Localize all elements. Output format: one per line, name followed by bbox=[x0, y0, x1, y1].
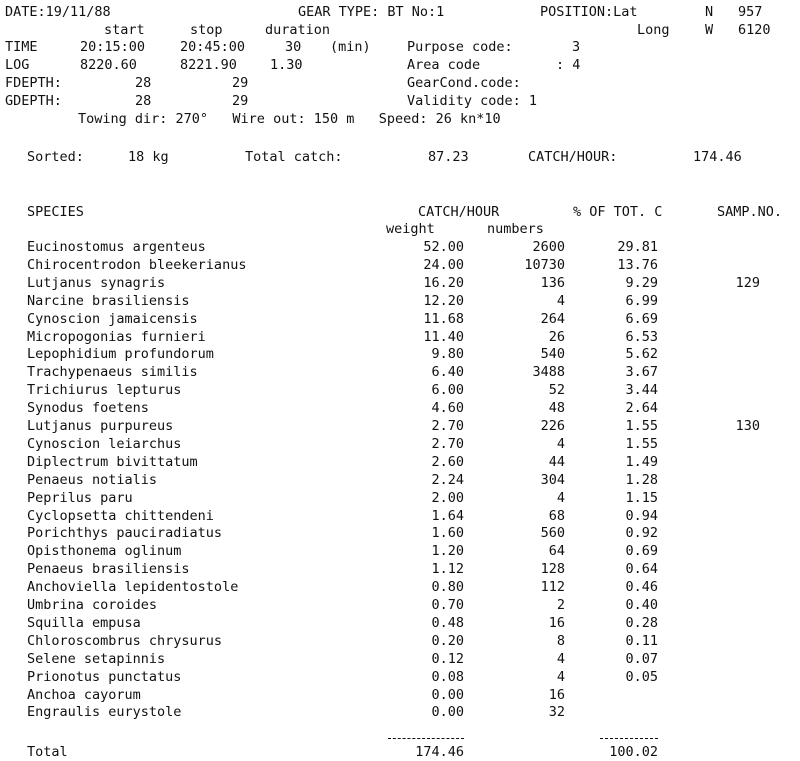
cell-pct: 3.67 bbox=[625, 364, 658, 381]
cell-numbers: 64 bbox=[548, 543, 565, 560]
validity-code-label: Validity code: 1 bbox=[407, 93, 538, 109]
cell-weight: 2.60 bbox=[431, 453, 464, 470]
cell-species: Anchoa cayorum bbox=[27, 686, 141, 703]
cell-numbers: 10730 bbox=[524, 256, 565, 273]
species-header: SPECIES bbox=[27, 204, 84, 220]
cell-species: Porichthys pauciradiatus bbox=[27, 525, 223, 542]
cell-weight: 2.70 bbox=[431, 418, 464, 434]
cell-numbers: 8 bbox=[556, 632, 565, 649]
cell-weight: 24.00 bbox=[423, 256, 464, 273]
gear-type-label: GEAR TYPE: BT No:1 bbox=[298, 4, 445, 20]
long-label: Long bbox=[637, 22, 670, 38]
lat-hemisphere: N bbox=[705, 4, 714, 20]
total-pct: 100.02 bbox=[609, 744, 658, 760]
cell-pct: 0.92 bbox=[625, 525, 658, 542]
catch-hour-label: CATCH/HOUR: bbox=[528, 149, 618, 165]
cell-species: Narcine brasiliensis bbox=[27, 292, 190, 309]
cell-species: Engraulis eurystole bbox=[27, 704, 182, 721]
cell-numbers: 2600 bbox=[532, 239, 565, 255]
cell-pct: 1.28 bbox=[625, 471, 658, 488]
cell-pct: 2.64 bbox=[625, 400, 658, 417]
cell-pct: 0.69 bbox=[625, 543, 658, 560]
cell-numbers: 264 bbox=[540, 310, 565, 327]
log-start: 8220.60 bbox=[80, 57, 137, 73]
total-weight: 174.46 bbox=[415, 744, 464, 760]
cell-numbers: 2 bbox=[556, 597, 565, 613]
cell-species: Cynoscion leiarchus bbox=[27, 435, 182, 452]
cell-weight: 1.60 bbox=[431, 525, 464, 542]
log-label: LOG bbox=[5, 57, 30, 73]
cell-species: Trachypenaeus similis bbox=[27, 364, 198, 381]
cell-weight: 0.48 bbox=[431, 614, 464, 631]
cell-numbers: 16 bbox=[548, 686, 565, 703]
cell-pct: 0.28 bbox=[625, 614, 658, 631]
pct-total-header: % OF TOT. C bbox=[573, 204, 663, 220]
cell-species: Peprilus paru bbox=[27, 489, 133, 506]
area-code-label: Area code bbox=[407, 57, 481, 73]
cell-pct: 0.05 bbox=[625, 668, 658, 685]
cell-species: Lutjanus synagris bbox=[27, 274, 166, 291]
cell-pct: 0.40 bbox=[625, 597, 658, 613]
cell-weight: 1.12 bbox=[431, 561, 464, 578]
cell-numbers: 136 bbox=[540, 274, 565, 291]
cell-numbers: 44 bbox=[548, 453, 565, 470]
purpose-code-value: 3 bbox=[572, 39, 581, 55]
col-stop-header: stop bbox=[190, 22, 223, 38]
col-duration-header: duration bbox=[265, 22, 331, 38]
cell-pct: 1.49 bbox=[625, 453, 658, 470]
gdepth-start: 28 bbox=[135, 93, 152, 109]
cell-numbers: 128 bbox=[540, 561, 565, 578]
cell-weight: 0.80 bbox=[431, 579, 464, 596]
cell-numbers: 112 bbox=[540, 579, 565, 596]
time-start: 20:15:00 bbox=[80, 39, 146, 55]
cell-pct: 0.46 bbox=[625, 579, 658, 596]
weight-header: weight bbox=[386, 221, 435, 237]
cell-samp: 129 bbox=[735, 274, 760, 291]
cell-numbers: 52 bbox=[548, 382, 565, 399]
numbers-header: numbers bbox=[487, 221, 544, 237]
fdepth-start: 28 bbox=[135, 75, 152, 91]
cell-weight: 4.60 bbox=[431, 400, 464, 417]
cell-species: Eucinostomus argenteus bbox=[27, 239, 206, 255]
cell-weight: 0.08 bbox=[431, 668, 464, 685]
cell-weight: 2.24 bbox=[431, 471, 464, 488]
cell-numbers: 560 bbox=[540, 525, 565, 542]
cell-species: Chloroscombrus chrysurus bbox=[27, 632, 223, 649]
cell-numbers: 16 bbox=[548, 614, 565, 631]
cell-weight: 0.00 bbox=[431, 704, 464, 721]
cell-species: Synodus foetens bbox=[27, 400, 149, 417]
cell-species: Squilla empusa bbox=[27, 614, 141, 631]
cell-species: Umbrina coroides bbox=[27, 597, 158, 613]
cell-weight: 2.70 bbox=[431, 435, 464, 452]
gdepth-stop: 29 bbox=[232, 93, 249, 109]
cell-weight: 11.40 bbox=[423, 328, 464, 345]
cell-numbers: 4 bbox=[556, 489, 565, 506]
cell-pct: 1.55 bbox=[625, 435, 658, 452]
time-label: TIME bbox=[5, 39, 38, 55]
sorted-value: 18 kg bbox=[128, 149, 169, 165]
cell-weight: 1.64 bbox=[431, 507, 464, 524]
weight-total-rule bbox=[388, 738, 464, 739]
total-catch-label: Total catch: bbox=[245, 149, 343, 165]
cell-species: Anchoviella lepidentostole bbox=[27, 579, 239, 596]
long-hemisphere: W bbox=[705, 22, 714, 38]
cell-species: Prionotus punctatus bbox=[27, 668, 182, 685]
cell-numbers: 4 bbox=[556, 435, 565, 452]
cell-species: Trichiurus lepturus bbox=[27, 382, 182, 399]
log-distance: 1.30 bbox=[270, 57, 303, 73]
cell-weight: 52.00 bbox=[423, 239, 464, 255]
cell-weight: 6.40 bbox=[431, 364, 464, 381]
cell-species: Penaeus notialis bbox=[27, 471, 158, 488]
cell-pct: 9.29 bbox=[625, 274, 658, 291]
cell-weight: 1.20 bbox=[431, 543, 464, 560]
cell-pct: 6.99 bbox=[625, 292, 658, 309]
cell-pct: 3.44 bbox=[625, 382, 658, 399]
cell-numbers: 48 bbox=[548, 400, 565, 417]
date-label: DATE:19/11/88 bbox=[5, 4, 111, 20]
cell-weight: 11.68 bbox=[423, 310, 464, 327]
cell-numbers: 4 bbox=[556, 668, 565, 685]
cell-weight: 2.00 bbox=[431, 489, 464, 506]
cell-numbers: 3488 bbox=[532, 364, 565, 381]
fdepth-stop: 29 bbox=[232, 75, 249, 91]
cell-species: Lepophidium profundorum bbox=[27, 346, 214, 363]
towing-info: Towing dir: 270° Wire out: 150 m Speed: 26 kn*10 bbox=[78, 111, 501, 127]
duration-value: 30 bbox=[285, 39, 302, 55]
cell-weight: 0.00 bbox=[431, 686, 464, 703]
cell-numbers: 226 bbox=[540, 418, 565, 434]
cell-pct: 1.15 bbox=[625, 489, 658, 506]
time-stop: 20:45:00 bbox=[180, 39, 246, 55]
cell-samp: 130 bbox=[735, 418, 760, 434]
cell-numbers: 4 bbox=[556, 650, 565, 667]
samp-no-header: SAMP.NO. bbox=[717, 204, 783, 220]
cell-weight: 6.00 bbox=[431, 382, 464, 399]
cell-pct: 6.69 bbox=[625, 310, 658, 327]
duration-unit: (min) bbox=[330, 39, 371, 55]
catch-hour-header: CATCH/HOUR bbox=[418, 204, 500, 220]
log-stop: 8221.90 bbox=[180, 57, 237, 73]
total-catch-value: 87.23 bbox=[428, 149, 469, 165]
cell-species: Cynoscion jamaicensis bbox=[27, 310, 198, 327]
cell-numbers: 32 bbox=[548, 704, 565, 721]
total-label: Total bbox=[27, 744, 68, 760]
cell-pct: 0.07 bbox=[625, 650, 658, 667]
cell-pct: 29.81 bbox=[617, 239, 658, 255]
gdepth-label: GDEPTH: bbox=[5, 93, 62, 109]
cell-weight: 9.80 bbox=[431, 346, 464, 363]
cell-species: Micropogonias furnieri bbox=[27, 328, 206, 345]
cell-pct: 5.62 bbox=[625, 346, 658, 363]
cell-species: Lutjanus purpureus bbox=[27, 418, 174, 434]
cell-numbers: 26 bbox=[548, 328, 565, 345]
lat-value: 957 bbox=[738, 4, 763, 20]
cell-pct: 6.53 bbox=[625, 328, 658, 345]
cell-weight: 12.20 bbox=[423, 292, 464, 309]
cell-pct: 0.11 bbox=[625, 632, 658, 649]
cell-species: Cyclopsetta chittendeni bbox=[27, 507, 214, 524]
cell-numbers: 68 bbox=[548, 507, 565, 524]
cell-pct: 1.55 bbox=[625, 418, 658, 434]
long-value: 6120 bbox=[738, 22, 771, 38]
position-lat-label: POSITION:Lat bbox=[540, 4, 638, 20]
cell-weight: 16.20 bbox=[423, 274, 464, 291]
catch-hour-value: 174.46 bbox=[693, 149, 742, 165]
cell-weight: 0.12 bbox=[431, 650, 464, 667]
cell-species: Selene setapinnis bbox=[27, 650, 166, 667]
fdepth-label: FDEPTH: bbox=[5, 75, 62, 91]
cell-weight: 0.20 bbox=[431, 632, 464, 649]
purpose-code-label: Purpose code: bbox=[407, 39, 513, 55]
cell-pct: 0.64 bbox=[625, 561, 658, 578]
sorted-label: Sorted: bbox=[27, 149, 84, 165]
col-start-header: start bbox=[104, 22, 145, 38]
cell-species: Chirocentrodon bleekerianus bbox=[27, 256, 247, 273]
cell-pct: 13.76 bbox=[617, 256, 658, 273]
cell-species: Diplectrum bivittatum bbox=[27, 453, 198, 470]
cell-numbers: 304 bbox=[540, 471, 565, 488]
cell-weight: 0.70 bbox=[431, 597, 464, 613]
gearcond-code-label: GearCond.code: bbox=[407, 75, 521, 91]
pct-total-rule bbox=[600, 738, 658, 739]
cell-species: Opisthonema oglinum bbox=[27, 543, 182, 560]
cell-numbers: 540 bbox=[540, 346, 565, 363]
cell-pct: 0.94 bbox=[625, 507, 658, 524]
area-code-value: : 4 bbox=[556, 57, 581, 73]
cell-species: Penaeus brasiliensis bbox=[27, 561, 190, 578]
cell-numbers: 4 bbox=[556, 292, 565, 309]
